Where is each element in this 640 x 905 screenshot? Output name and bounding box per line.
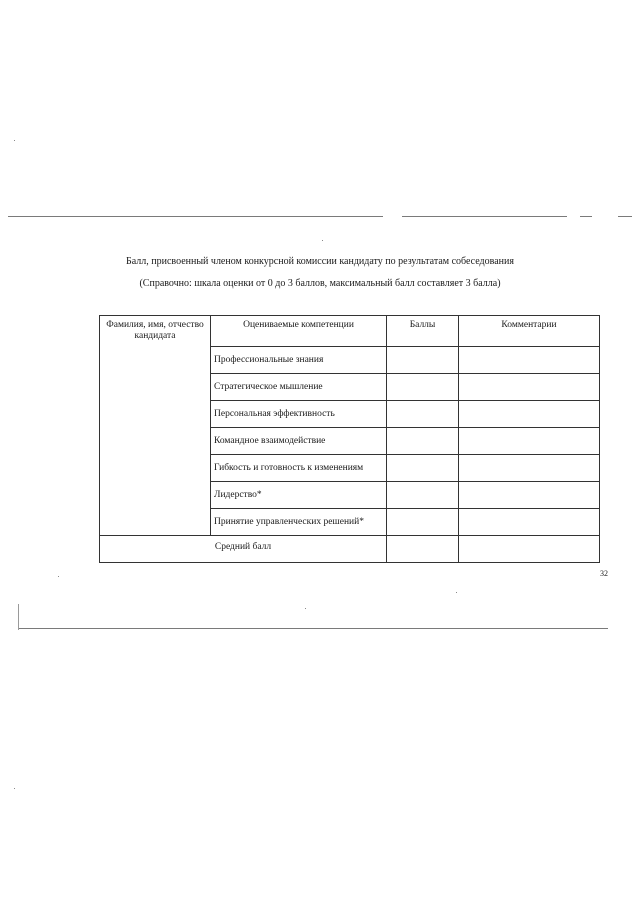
scan-artifact-line (18, 604, 19, 630)
competency-name: Лидерство* (211, 482, 387, 509)
score-cell[interactable] (387, 509, 459, 536)
header-comments: Комментарии (459, 316, 600, 347)
scan-artifact-line (580, 216, 592, 217)
scores-table (99, 315, 600, 563)
document-title: Балл, присвоенный членом конкурсной комиссии кандидату по результатам собеседования (126, 256, 514, 267)
page-number: 32 (600, 569, 608, 578)
comment-cell[interactable] (459, 455, 600, 482)
competency-name: Стратегическое мышление (211, 374, 387, 401)
score-cell[interactable] (387, 374, 459, 401)
score-cell[interactable] (387, 347, 459, 374)
comment-cell[interactable] (459, 509, 600, 536)
average-score-label: Средний балл (100, 536, 387, 563)
competency-name: Профессиональные знания (211, 347, 387, 374)
scan-speck (456, 592, 457, 593)
score-cell[interactable] (387, 401, 459, 428)
comment-cell[interactable] (459, 482, 600, 509)
document-subtitle: (Справочно: шкала оценки от 0 до 3 баллов, максимальный балл составляет 3 балла) (139, 278, 501, 289)
scan-artifact-line (18, 628, 608, 629)
table-header-row (100, 316, 600, 347)
score-cell[interactable] (387, 482, 459, 509)
score-cell[interactable] (387, 455, 459, 482)
competency-name: Персональная эффективность (211, 401, 387, 428)
header-score: Баллы (387, 316, 459, 347)
competency-name: Принятие управленческих решений* (211, 509, 387, 536)
header-competencies: Оцениваемые компетенции (211, 316, 387, 347)
comment-cell[interactable] (459, 401, 600, 428)
comment-cell[interactable] (459, 428, 600, 455)
comment-cell[interactable] (459, 347, 600, 374)
comment-cell[interactable] (459, 374, 600, 401)
competency-name: Гибкость и готовность к изменениям (211, 455, 387, 482)
score-cell[interactable] (387, 428, 459, 455)
average-row (100, 536, 600, 563)
average-comment-cell[interactable] (459, 536, 600, 563)
scan-speck (14, 140, 15, 141)
competency-name: Командное взаимодействие (211, 428, 387, 455)
scan-speck (58, 576, 59, 577)
scan-artifact-line (8, 216, 383, 217)
header-candidate-name: Фамилия, имя, отчество кандидата (100, 316, 211, 536)
average-score-cell[interactable] (387, 536, 459, 563)
scan-speck (305, 608, 306, 609)
scan-artifact-line (402, 216, 567, 217)
scan-speck (322, 240, 323, 241)
scan-artifact-line (618, 216, 632, 217)
scan-speck (14, 788, 15, 789)
